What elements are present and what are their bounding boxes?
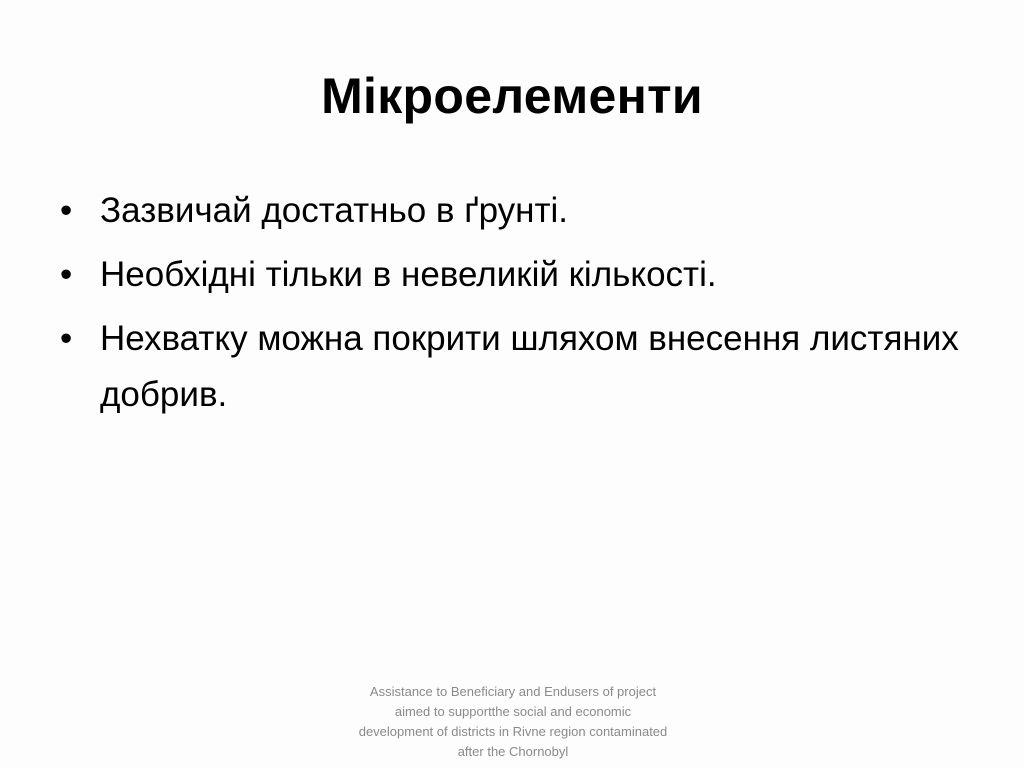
bullet-dot-icon: • [60, 255, 73, 294]
bullet-dot-icon: • [60, 319, 73, 358]
bullet-text: Нехватку можна покрити шляхом внесення листяних добрив. [100, 319, 959, 414]
bullet-item [58, 247, 978, 303]
slide-title: Мікроелементи [321, 68, 703, 124]
bullet-text: Зазвичай достатньо в ґрунті. [100, 191, 569, 230]
bullet-item [58, 183, 978, 239]
bullet-text: Необхідні тільки в невеликій кількості. [100, 255, 717, 294]
bullet-item [58, 311, 978, 423]
footer-note: Assistance to Beneficiary and Endusers of project aimed to supportthe social and economic development of districts in Rivne region contaminated after the Chornobyl [358, 684, 668, 759]
bullet-list [58, 183, 978, 431]
bullet-dot-icon: • [60, 191, 73, 230]
